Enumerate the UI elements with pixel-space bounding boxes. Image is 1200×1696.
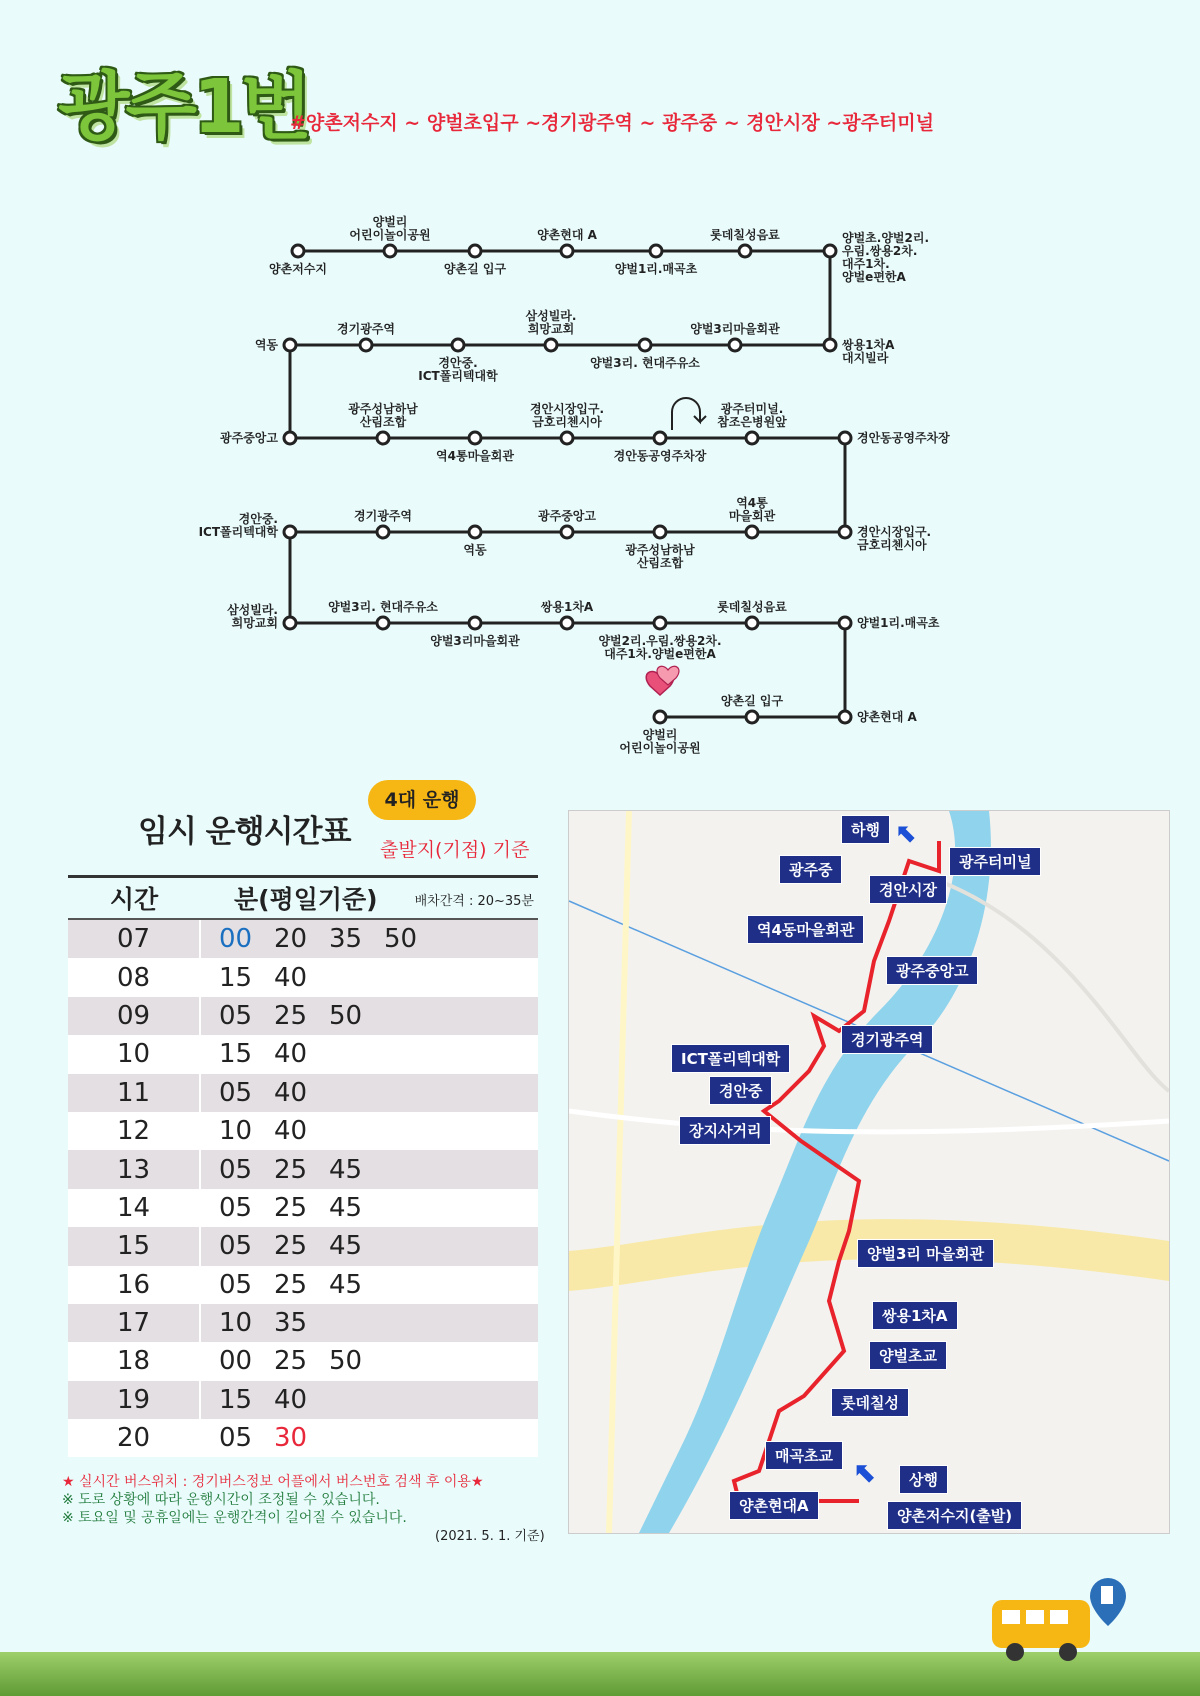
note-holiday: ※ 토요일 및 공휴일에는 운행간격이 길어질 수 있습니다. xyxy=(62,1510,407,1526)
stop-marker xyxy=(284,526,296,538)
departure-minute: 05 xyxy=(219,1154,253,1185)
departure-minute: 20 xyxy=(274,924,308,955)
departure-minute: 35 xyxy=(329,924,363,955)
bus-count-badge: 4대 운행 xyxy=(368,780,476,820)
stop-label: 경안시장입구. 금호리첸시아 xyxy=(529,402,605,429)
departure-minute: 50 xyxy=(384,924,418,955)
map-label-yangbeol-es: 양벌초교 xyxy=(869,1341,947,1370)
stop-label: 양벌1리.매곡초 xyxy=(614,262,698,276)
departure-minute: 00 xyxy=(219,1346,253,1377)
departure-minute: 05 xyxy=(219,1192,253,1223)
stop-marker xyxy=(469,245,481,257)
departure-minute: 40 xyxy=(274,1384,308,1415)
stop-label: 양벌3리. 현대주유소 xyxy=(328,600,438,614)
map-label-market: 경안시장 xyxy=(869,875,947,904)
hour-cell: 12 xyxy=(68,1112,200,1150)
departure-minute: 45 xyxy=(329,1192,363,1223)
stop-marker xyxy=(545,339,557,351)
note-road: ※ 도로 상황에 따라 운행시간이 조정될 수 있습니다. xyxy=(62,1492,380,1508)
map-label-maegok: 매곡초교 xyxy=(765,1441,843,1470)
col-hour-header: 시간 xyxy=(68,877,200,920)
bus-icon xyxy=(990,1570,1130,1670)
hour-cell: 07 xyxy=(68,919,200,958)
minutes-cell xyxy=(200,1150,538,1188)
departure-minute: 25 xyxy=(274,1000,308,1031)
timetable-row xyxy=(68,958,538,996)
stop-marker xyxy=(561,245,573,257)
stop-marker xyxy=(561,432,573,444)
stop-marker xyxy=(746,526,758,538)
map-label-yeok4dong: 역4동마을회관 xyxy=(747,915,864,944)
col-min-header xyxy=(200,877,538,920)
timetable-row xyxy=(68,997,538,1035)
departure-minute: 00 xyxy=(219,924,253,955)
stop-marker xyxy=(360,339,372,351)
stop-marker xyxy=(839,526,851,538)
minutes-cell xyxy=(200,1381,538,1419)
stop-marker xyxy=(377,432,389,444)
minutes-cell xyxy=(200,1304,538,1342)
route-diagram xyxy=(0,190,1200,770)
minutes-cell xyxy=(200,1074,538,1112)
down-arrow-icon: ⬉ xyxy=(896,819,918,849)
stop-marker xyxy=(469,617,481,629)
timetable-title: 임시 운행시간표 xyxy=(138,814,351,850)
stop-marker xyxy=(639,339,651,351)
timetable-row xyxy=(68,1035,538,1073)
stop-label: 경안중. ICT폴리텍대학 xyxy=(418,356,498,383)
stop-marker xyxy=(746,432,758,444)
timetable-row xyxy=(68,1304,538,1342)
stop-marker xyxy=(839,432,851,444)
timetable-row xyxy=(68,919,538,958)
stop-marker xyxy=(654,432,666,444)
map-background xyxy=(569,811,1169,1533)
stop-label: 광주터미널. 참조은병원앞 xyxy=(717,402,787,429)
stop-marker xyxy=(284,617,296,629)
departure-minute: 30 xyxy=(274,1423,308,1454)
timetable-basis: 출발지(기점) 기준 xyxy=(380,839,530,861)
departure-minute: 25 xyxy=(274,1346,308,1377)
departure-minute: 05 xyxy=(219,1423,253,1454)
departure-minute: 25 xyxy=(274,1192,308,1223)
map-label-gyeongan-ms: 경안중 xyxy=(709,1076,772,1105)
stop-label: 양촌현대 A xyxy=(537,228,597,242)
stop-label: 광주성남하남 산림조합 xyxy=(625,543,695,570)
departure-minute: 50 xyxy=(329,1000,363,1031)
stop-marker xyxy=(284,339,296,351)
departure-minute: 10 xyxy=(219,1116,253,1147)
stop-marker xyxy=(469,526,481,538)
minutes-cell xyxy=(200,1419,538,1457)
stop-label: 역동 xyxy=(463,543,487,557)
minutes-cell xyxy=(200,1035,538,1073)
stop-marker xyxy=(746,617,758,629)
hour-cell: 15 xyxy=(68,1227,200,1265)
stop-label: 경기광주역 xyxy=(337,322,395,336)
stop-marker xyxy=(452,339,464,351)
up-arrow-icon: ⬉ xyxy=(854,1456,878,1489)
timetable-row xyxy=(68,1342,538,1380)
map-label-yangchon-hd: 양촌현대A xyxy=(729,1491,819,1520)
minutes-cell xyxy=(200,1266,538,1304)
stop-label: 경안동공영주차장 xyxy=(613,449,707,463)
minutes-cell xyxy=(200,1342,538,1380)
map-label-ssangyong: 쌍용1차A xyxy=(872,1301,958,1330)
stop-label: 역4통마을회관 xyxy=(436,449,514,463)
departure-minute: 15 xyxy=(219,1039,253,1070)
stop-label: 역동 xyxy=(254,338,278,352)
stop-label: 롯데칠성음료 xyxy=(717,600,787,614)
timetable-row xyxy=(68,1266,538,1304)
map-label-up: 상행 xyxy=(899,1465,948,1494)
departure-minute: 05 xyxy=(219,1000,253,1031)
departure-minute: 50 xyxy=(329,1346,363,1377)
stop-label: 광주중앙고 xyxy=(538,509,596,523)
departure-minute: 45 xyxy=(329,1231,363,1262)
stop-marker xyxy=(824,245,836,257)
stop-label: 광주중앙고 xyxy=(220,431,278,445)
stop-marker xyxy=(839,617,851,629)
minutes-cell xyxy=(200,1227,538,1265)
stop-marker xyxy=(654,617,666,629)
minutes-cell xyxy=(200,1112,538,1150)
stop-label: 쌍용1차A 대지빌라 xyxy=(842,338,895,365)
departure-minute: 05 xyxy=(219,1269,253,1300)
stop-marker xyxy=(650,245,662,257)
reference-date: (2021. 5. 1. 기준) xyxy=(435,1529,545,1544)
realtime-note: ★ 실시간 버스위치 : 경기버스정보 어플에서 버스번호 검색 후 이용★ xyxy=(62,1474,484,1490)
timetable-row xyxy=(68,1227,538,1265)
timetable xyxy=(68,875,538,1457)
stop-marker xyxy=(384,245,396,257)
map-label-reservoir: 양촌저수지(출발) xyxy=(887,1501,1022,1530)
departure-minute: 05 xyxy=(219,1231,253,1262)
minutes-cell xyxy=(200,1189,538,1227)
stop-marker xyxy=(377,617,389,629)
stop-label: 삼성빌라. 희망교회 xyxy=(227,603,278,630)
stop-label: 양촌길 입구 xyxy=(720,694,784,708)
timetable-row xyxy=(68,1112,538,1150)
stop-label: 양벌초.양벌2리. 우림.쌍용2차. 대주1차. 양벌e편한A xyxy=(842,231,930,284)
departure-minute: 45 xyxy=(329,1154,363,1185)
stop-label: 양촌현대 A xyxy=(857,710,917,724)
departure-minute: 10 xyxy=(219,1308,253,1339)
hour-cell: 09 xyxy=(68,997,200,1035)
stop-marker xyxy=(739,245,751,257)
map-label-gwangju-ms: 광주중 xyxy=(779,855,842,884)
hour-cell: 20 xyxy=(68,1419,200,1457)
map-label-yangbeol3ri: 양벌3리 마을회관 xyxy=(857,1239,994,1268)
stop-marker xyxy=(729,339,741,351)
stop-label: 역4통 마을회관 xyxy=(728,496,776,523)
interval-note: 배차간격 : 20~35분 xyxy=(414,894,534,909)
departure-minute: 45 xyxy=(329,1269,363,1300)
hour-cell: 11 xyxy=(68,1074,200,1112)
stop-label: 경안중. ICT폴리텍대학 xyxy=(198,512,278,539)
minutes-cell xyxy=(200,958,538,996)
map-label-down: 하행 xyxy=(841,815,890,844)
departure-minute: 05 xyxy=(219,1077,253,1108)
stop-marker xyxy=(839,711,851,723)
departure-minute: 15 xyxy=(219,962,253,993)
map-label-jangji: 장지사거리 xyxy=(679,1116,771,1145)
departure-minute: 35 xyxy=(274,1308,308,1339)
stop-marker xyxy=(284,432,296,444)
stop-label: 삼성빌라. 희망교회 xyxy=(525,309,577,336)
departure-minute: 40 xyxy=(274,1077,308,1108)
timetable-row xyxy=(68,1150,538,1188)
stop-label: 양벌3리. 현대주유소 xyxy=(590,356,700,370)
minutes-cell xyxy=(200,997,538,1035)
stop-label: 양벌3리마을회관 xyxy=(690,322,780,336)
hour-cell: 19 xyxy=(68,1381,200,1419)
stop-label: 양촌저수지 xyxy=(269,262,327,276)
stop-marker xyxy=(561,617,573,629)
heart-icon xyxy=(646,666,679,695)
route-subtitle: #양촌저수지 ~ 양벌초입구 ~경기광주역 ~ 광주중 ~ 경안시장 ~광주터미널 xyxy=(290,112,934,134)
hour-cell: 16 xyxy=(68,1266,200,1304)
stop-label: 쌍용1차A xyxy=(540,600,594,614)
minutes-cell xyxy=(200,919,538,958)
departure-minute: 40 xyxy=(274,1116,308,1147)
departure-minute: 25 xyxy=(274,1154,308,1185)
map-label-station: 경기광주역 xyxy=(841,1025,933,1054)
stop-marker xyxy=(377,526,389,538)
stop-marker xyxy=(654,526,666,538)
hour-cell: 08 xyxy=(68,958,200,996)
timetable-row xyxy=(68,1189,538,1227)
departure-minute: 40 xyxy=(274,962,308,993)
stop-label: 광주성남하남 산림조합 xyxy=(348,402,418,429)
stop-label: 양촌길 입구 xyxy=(443,262,507,276)
stop-marker xyxy=(824,339,836,351)
stop-label: 양벌3리마을회관 xyxy=(430,634,520,648)
stop-label: 롯데칠성음료 xyxy=(710,228,780,242)
timetable-row xyxy=(68,1381,538,1419)
stop-label: 경안동공영주차장 xyxy=(857,431,950,445)
stop-marker xyxy=(746,711,758,723)
map-label-central-hs: 광주중앙고 xyxy=(886,956,978,985)
map-label-lotte: 롯데칠성 xyxy=(831,1388,909,1417)
departure-minute: 25 xyxy=(274,1231,308,1262)
stop-marker xyxy=(292,245,304,257)
stop-label: 경안시장입구. 금호리첸시아 xyxy=(857,525,932,552)
stop-label: 양벌1리.매곡초 xyxy=(857,616,940,630)
stop-label: 양벌리 어린이놀이공원 xyxy=(619,728,701,755)
departure-minute: 40 xyxy=(274,1039,308,1070)
stop-label: 경기광주역 xyxy=(354,509,412,523)
stop-marker xyxy=(654,711,666,723)
col-min-label: 분(평일기준) xyxy=(234,885,378,914)
timetable-row xyxy=(68,1074,538,1112)
timetable-row xyxy=(68,1419,538,1457)
hour-cell: 13 xyxy=(68,1150,200,1188)
map-label-terminal: 광주터미널 xyxy=(949,847,1041,876)
hour-cell: 10 xyxy=(68,1035,200,1073)
route-map xyxy=(568,810,1170,1534)
hour-cell: 14 xyxy=(68,1189,200,1227)
map-label-ict: ICT폴리텍대학 xyxy=(671,1044,790,1073)
hour-cell: 17 xyxy=(68,1304,200,1342)
hour-cell: 18 xyxy=(68,1342,200,1380)
route-title: 광주1번 xyxy=(58,64,308,150)
departure-minute: 15 xyxy=(219,1384,253,1415)
stop-label: 양벌2리.우림.쌍용2차. 대주1차.양벌e편한A xyxy=(598,634,722,661)
stop-marker xyxy=(561,526,573,538)
stop-label: 양벌리 어린이놀이공원 xyxy=(349,215,431,242)
stop-marker xyxy=(469,432,481,444)
departure-minute: 25 xyxy=(274,1269,308,1300)
